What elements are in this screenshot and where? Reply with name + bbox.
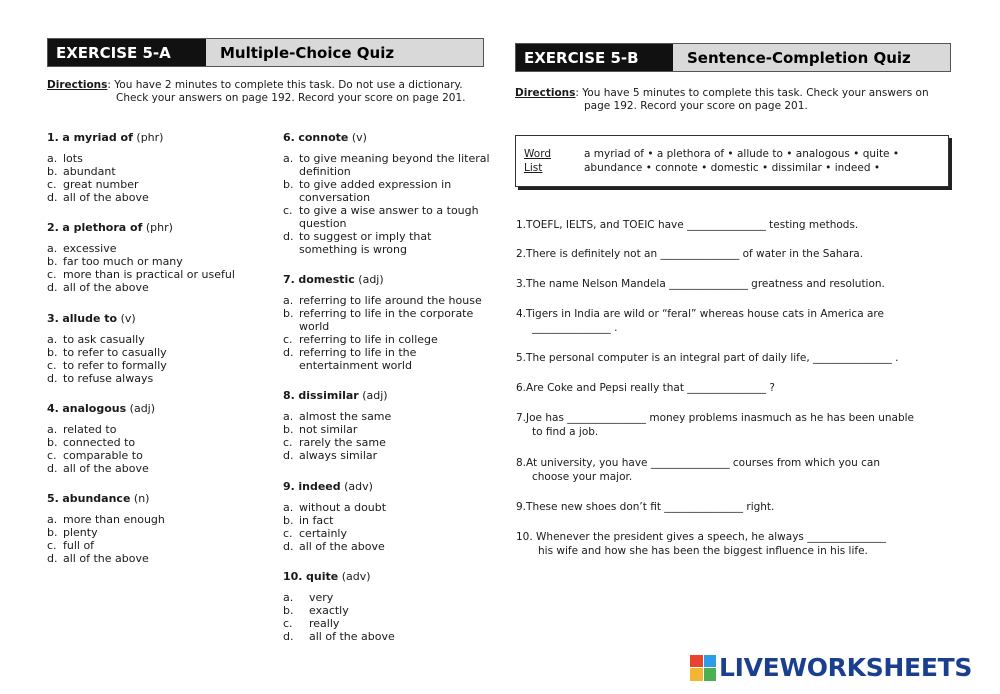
question-word: quite — [306, 570, 339, 583]
sentence-2[interactable] — [516, 247, 956, 261]
option-text: excessive — [63, 242, 117, 255]
question-1 — [47, 131, 267, 204]
word-list-label-2: List — [524, 162, 543, 174]
answer-option[interactable] — [283, 204, 493, 230]
option-letter: d. — [283, 346, 294, 359]
answer-option[interactable] — [47, 333, 267, 346]
word-list-line-1: a myriad of • a plethora of • allude to • analogous • quite • — [584, 148, 900, 160]
option-text: all of the above — [63, 281, 149, 294]
option-text: plenty — [63, 526, 98, 539]
liveworksheets-brand: LIVEWORKSHEETS — [719, 653, 973, 682]
answer-option[interactable] — [283, 514, 493, 527]
word-list-label-1: Word — [524, 148, 551, 160]
sentence-7[interactable] — [516, 411, 956, 439]
option-letter: a. — [283, 410, 294, 423]
option-letter: b. — [47, 255, 58, 268]
question-number: 10. — [283, 570, 303, 583]
question-2 — [47, 221, 267, 294]
sentence-continuation: his wife and how she has been the biggest influence in his life. — [538, 545, 868, 557]
question-word: a plethora of — [62, 221, 143, 234]
option-text: more than is practical or useful — [63, 268, 235, 281]
option-letter: a. — [283, 152, 294, 165]
answer-option[interactable] — [47, 423, 267, 436]
sentence-10[interactable] — [516, 530, 956, 558]
answer-option[interactable] — [47, 513, 267, 526]
option-letter: c. — [283, 617, 293, 630]
option-text: referring to life in the corporate world — [299, 307, 474, 333]
sentence-continuation: to find a job. — [532, 426, 599, 438]
sentence-text: The name Nelson Mandela _______________ greatness and resolution. — [526, 278, 885, 290]
sentence-text: There is definitely not an _______________ of water in the Sahara. — [526, 248, 864, 260]
directions-text-2: Check your answers on page 192. Record your score on page 201. — [116, 92, 466, 104]
sentence-text: Whenever the president gives a speech, he always _______________ — [532, 531, 886, 543]
directions-text-b: : You have 5 minutes to complete this task. Check your answers on — [575, 87, 929, 99]
option-text: to give added expression in conversation — [299, 178, 452, 204]
answer-option[interactable] — [283, 591, 493, 604]
exercise-a-header — [47, 38, 484, 67]
option-text: connected to — [63, 436, 136, 449]
answer-option[interactable] — [283, 152, 493, 178]
option-text: to ask casually — [63, 333, 145, 346]
question-pos: (phr) — [136, 131, 164, 144]
option-letter: a. — [283, 591, 294, 604]
question-word: indeed — [298, 480, 341, 493]
word-list-words — [584, 147, 924, 175]
option-letter: d. — [283, 630, 294, 643]
sentence-4[interactable] — [516, 307, 956, 335]
sentence-text: At university, you have _______________ courses from which you can — [526, 457, 881, 469]
sentence-text: Are Coke and Pepsi really that _______________ ? — [526, 382, 775, 394]
question-pos: (phr) — [145, 221, 173, 234]
question-word: dissimilar — [298, 389, 359, 402]
option-letter: c. — [47, 359, 57, 372]
sentence-text: TOEFL, IELTS, and TOEIC have _______________ testing methods. — [526, 219, 859, 231]
option-letter: a. — [47, 333, 58, 346]
option-letter: d. — [47, 191, 58, 204]
question-pos: (v) — [351, 131, 367, 144]
sentence-text: Tigers in India are wild or “feral” whereas house cats in America are — [526, 308, 884, 320]
answer-option[interactable] — [283, 604, 493, 617]
option-letter: c. — [47, 449, 57, 462]
question-6 — [283, 131, 493, 256]
option-letter: b. — [283, 514, 294, 527]
exercise-a-title: Multiple-Choice Quiz — [206, 39, 483, 66]
option-letter: b. — [283, 307, 294, 320]
option-letter: d. — [283, 540, 294, 553]
answer-option[interactable] — [47, 165, 267, 178]
answer-option[interactable] — [47, 462, 267, 475]
option-letter: d. — [47, 462, 58, 475]
sentence-5[interactable] — [516, 351, 956, 365]
option-text: very — [309, 591, 334, 604]
sentence-number: 3. — [516, 278, 527, 290]
option-text: lots — [63, 152, 83, 165]
answer-option[interactable] — [283, 230, 493, 256]
question-number: 4. — [47, 402, 59, 415]
question-number: 6. — [283, 131, 295, 144]
liveworksheets-watermark — [690, 653, 972, 682]
directions-text-b-2: page 192. Record your score on page 201. — [584, 100, 808, 112]
answer-option[interactable] — [283, 410, 493, 423]
question-word: a myriad of — [62, 131, 133, 144]
answer-option[interactable] — [283, 346, 493, 372]
question-number: 5. — [47, 492, 59, 505]
option-text: full of — [63, 539, 95, 552]
answer-option[interactable] — [283, 630, 493, 643]
answer-option[interactable] — [47, 526, 267, 539]
sentence-1[interactable] — [516, 218, 956, 232]
answer-option[interactable] — [283, 436, 493, 449]
question-number: 3. — [47, 312, 59, 325]
option-letter: c. — [283, 436, 293, 449]
option-letter: a. — [47, 242, 58, 255]
option-text: abundant — [63, 165, 116, 178]
question-10 — [283, 570, 493, 643]
sentence-number: 2. — [516, 248, 527, 260]
question-3 — [47, 312, 267, 385]
option-letter: c. — [283, 527, 293, 540]
option-text: referring to life around the house — [299, 294, 482, 307]
option-letter: a. — [47, 152, 58, 165]
question-9 — [283, 480, 493, 553]
answer-option[interactable] — [47, 191, 267, 204]
option-text: to give a wise answer to a tough question — [299, 204, 479, 230]
question-head — [283, 273, 493, 286]
option-text: exactly — [309, 604, 349, 617]
answer-option[interactable] — [47, 152, 267, 165]
option-text: more than enough — [63, 513, 165, 526]
question-head — [47, 221, 267, 234]
exercise-b-title: Sentence-Completion Quiz — [673, 44, 950, 71]
option-text: related to — [63, 423, 117, 436]
sentence-6[interactable] — [516, 381, 956, 395]
option-text: referring to life in the entertainment world — [299, 346, 417, 372]
sentence-number: 8. — [516, 457, 527, 469]
answer-option[interactable] — [47, 255, 267, 268]
word-list-line-2: abundance • connote • domestic • dissimilar • indeed • — [584, 162, 881, 174]
exercise-b-tag: EXERCISE 5-B — [516, 44, 673, 71]
option-text: referring to life in college — [299, 333, 438, 346]
question-word: allude to — [62, 312, 118, 325]
option-text: without a doubt — [299, 501, 387, 514]
option-letter: a. — [283, 501, 294, 514]
question-7 — [283, 273, 493, 372]
sentence-number: 10. — [516, 531, 533, 543]
option-text: all of the above — [299, 540, 385, 553]
sentence-continuation: choose your major. — [532, 471, 633, 483]
answer-option[interactable] — [47, 346, 267, 359]
question-8 — [283, 389, 493, 462]
question-word: domestic — [298, 273, 355, 286]
word-list-box — [515, 135, 949, 187]
option-text: all of the above — [63, 462, 149, 475]
option-letter: b. — [47, 436, 58, 449]
word-list-label — [524, 147, 551, 175]
question-pos: (v) — [120, 312, 136, 325]
question-pos: (adj) — [129, 402, 156, 415]
sentence-number: 7. — [516, 412, 527, 424]
answer-option[interactable] — [47, 539, 267, 552]
question-number: 1. — [47, 131, 59, 144]
option-text: not similar — [299, 423, 358, 436]
exercise-a-tag: EXERCISE 5-A — [48, 39, 206, 66]
sentence-number: 5. — [516, 352, 527, 364]
option-letter: c. — [47, 178, 57, 191]
option-text: far too much or many — [63, 255, 183, 268]
option-text: to give meaning beyond the literal definition — [299, 152, 490, 178]
option-letter: c. — [47, 268, 57, 281]
option-letter: c. — [283, 333, 293, 346]
option-letter: b. — [283, 178, 294, 191]
option-text: all of the above — [309, 630, 395, 643]
exercise-b-header — [515, 43, 951, 72]
question-head — [283, 570, 493, 583]
option-letter: b. — [47, 346, 58, 359]
option-letter: b. — [47, 165, 58, 178]
sentence-text: Joe has _______________ money problems inasmuch as he has been unable — [526, 412, 914, 424]
option-letter: b. — [47, 526, 58, 539]
sentence-number: 9. — [516, 501, 527, 513]
option-letter: d. — [47, 552, 58, 565]
sentence-3[interactable] — [516, 277, 956, 291]
question-word: analogous — [62, 402, 127, 415]
option-letter: b. — [283, 423, 294, 436]
question-4 — [47, 402, 267, 475]
option-text: to refer to casually — [63, 346, 167, 359]
answer-option[interactable] — [283, 617, 493, 630]
option-letter: c. — [283, 204, 293, 217]
option-text: rarely the same — [299, 436, 386, 449]
answer-option[interactable] — [47, 449, 267, 462]
question-pos: (adv) — [344, 480, 373, 493]
directions-label-b: Directions — [515, 87, 576, 99]
option-text: all of the above — [63, 191, 149, 204]
question-number: 8. — [283, 389, 295, 402]
option-text: really — [309, 617, 340, 630]
question-word: abundance — [62, 492, 131, 505]
question-head — [47, 131, 267, 144]
option-text: all of the above — [63, 552, 149, 565]
option-text: comparable to — [63, 449, 143, 462]
question-pos: (adj) — [362, 389, 388, 402]
answer-option[interactable] — [47, 372, 267, 385]
option-letter: d. — [283, 449, 294, 462]
question-5 — [47, 492, 267, 565]
answer-option[interactable] — [283, 540, 493, 553]
question-head — [283, 389, 493, 402]
option-text: almost the same — [299, 410, 392, 423]
option-letter: b. — [283, 604, 294, 617]
directions-label: Directions — [47, 79, 108, 91]
option-letter: d. — [47, 372, 58, 385]
answer-option[interactable] — [47, 281, 267, 294]
answer-option[interactable] — [47, 242, 267, 255]
question-pos: (adv) — [341, 570, 371, 583]
option-letter: a. — [47, 423, 58, 436]
option-text: certainly — [299, 527, 347, 540]
answer-option[interactable] — [283, 178, 493, 204]
sentence-9[interactable] — [516, 500, 956, 514]
answer-option[interactable] — [283, 294, 493, 307]
answer-option[interactable] — [283, 423, 493, 436]
question-number: 7. — [283, 273, 295, 286]
answer-option[interactable] — [47, 178, 267, 191]
option-letter: d. — [47, 281, 58, 294]
question-head — [47, 312, 267, 325]
option-text: always similar — [299, 449, 378, 462]
answer-option[interactable] — [47, 552, 267, 565]
sentence-8[interactable] — [516, 456, 956, 484]
question-number: 2. — [47, 221, 59, 234]
option-text: to suggest or imply that something is wrong — [299, 230, 432, 256]
directions-text: : You have 2 minutes to complete this task. Do not use a dictionary. — [107, 79, 463, 91]
sentence-continuation: _______________ . — [532, 322, 618, 334]
answer-option[interactable] — [283, 501, 493, 514]
question-pos: (n) — [133, 492, 150, 505]
answer-option[interactable] — [283, 527, 493, 540]
answer-option[interactable] — [283, 333, 493, 346]
sentence-text: These new shoes don’t fit _______________ right. — [526, 501, 775, 513]
sentence-number: 4. — [516, 308, 527, 320]
option-text: great number — [63, 178, 139, 191]
sentence-number: 6. — [516, 382, 527, 394]
option-letter: a. — [283, 294, 294, 307]
option-letter: c. — [47, 539, 57, 552]
option-text: to refuse always — [63, 372, 154, 385]
answer-option[interactable] — [47, 436, 267, 449]
answer-option[interactable] — [47, 268, 267, 281]
answer-option[interactable] — [47, 359, 267, 372]
option-letter: a. — [47, 513, 58, 526]
sentence-number: 1. — [516, 219, 527, 231]
question-word: connote — [298, 131, 349, 144]
answer-option[interactable] — [283, 449, 493, 462]
exercise-a-directions — [47, 79, 487, 105]
question-pos: (adj) — [358, 273, 384, 286]
option-text: to refer to formally — [63, 359, 167, 372]
option-text: in fact — [299, 514, 334, 527]
option-letter: d. — [283, 230, 294, 243]
liveworksheets-logo-icon — [690, 655, 716, 681]
exercise-b-directions — [515, 87, 955, 113]
question-head — [47, 402, 267, 415]
question-head — [283, 131, 493, 144]
answer-option[interactable] — [283, 307, 493, 333]
question-number: 9. — [283, 480, 295, 493]
question-head — [47, 492, 267, 505]
question-head — [283, 480, 493, 493]
sentence-text: The personal computer is an integral part of daily life, _______________ . — [526, 352, 899, 364]
